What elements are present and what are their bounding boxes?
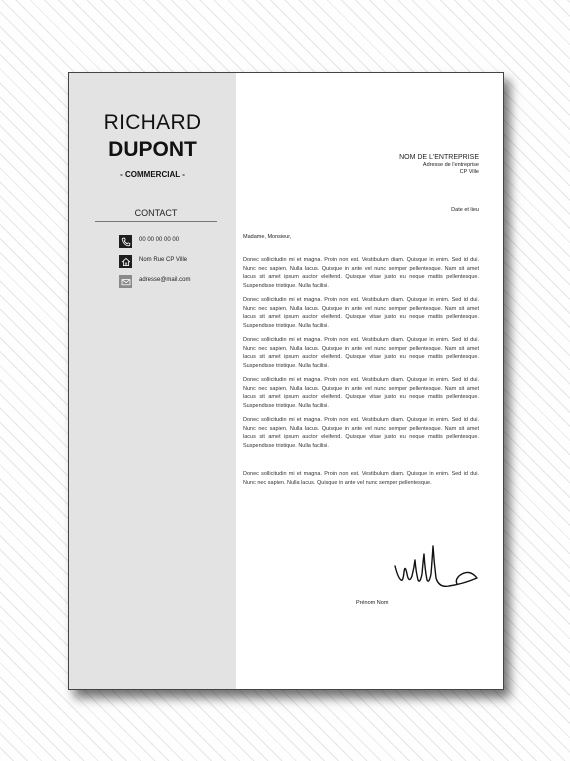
contact-email-text: adresse@mail.com — [139, 277, 191, 283]
signature-name: Prénom Nom — [356, 600, 389, 606]
company-address: Adresse de l'entreprise — [422, 162, 479, 168]
signature-image — [391, 538, 481, 588]
last-name: DUPONT — [108, 138, 197, 161]
mail-icon — [119, 275, 132, 288]
letter-paragraph: Donec sollicitudin mi et magna. Proin non est. Vestibulum diam. Quisque in enim. Sed id dui. Nunc nec sapien. Nulla lacus. Quisque in ante vel nunc semper pellentesque. Nam sit amet lacus sit amet ipsum auctor eleifend. Quisque vitae justo eu neque mattis pellentesque. Suspendisse tristique. Nulla facilisi. — [243, 417, 479, 449]
phone-icon — [119, 235, 132, 248]
first-name: RICHARD — [103, 111, 202, 134]
company-name: NOM DE L'ENTREPRISE — [399, 154, 479, 161]
letter-paragraph: Donec sollicitudin mi et magna. Proin non est. Vestibulum diam. Quisque in enim. Sed id dui. Nunc nec sapien. Nulla lacus. Quisque in ante vel nunc semper pellentesque. — [243, 471, 479, 486]
letter-paragraph: Donec sollicitudin mi et magna. Proin non est. Vestibulum diam. Quisque in enim. Sed id dui. Nunc nec sapien. Nulla lacus. Quisque in ante vel nunc semper pellentesque. Nam sit amet lacus sit amet ipsum auctor eleifend. Quisque vitae justo eu neque mattis pellentesque. Suspendisse tristique. Nulla facilisi. — [243, 257, 479, 289]
letter-paragraph: Donec sollicitudin mi et magna. Proin non est. Vestibulum diam. Quisque in enim. Sed id dui. Nunc nec sapien. Nulla lacus. Quisque in ante vel nunc semper pellentesque. Nam sit amet lacus sit amet ipsum auctor eleifend. Quisque vitae justo eu neque mattis pellentesque. Suspendisse tristique. Nulla facilisi. — [243, 377, 479, 409]
letter-paragraph: Donec sollicitudin mi et magna. Proin non est. Vestibulum diam. Quisque in enim. Sed id dui. Nunc nec sapien. Nulla lacus. Quisque in ante vel nunc semper pellentesque. Nam sit amet lacus sit amet ipsum auctor eleifend. Quisque vitae justo eu neque mattis pellentesque. Suspendisse tristique. Nulla facilisi. — [243, 297, 479, 329]
letter-date: Date et lieu — [451, 207, 479, 213]
job-title: - COMMERCIAL - — [120, 170, 185, 179]
sidebar — [69, 73, 236, 689]
letter-paragraph: Donec sollicitudin mi et magna. Proin non est. Vestibulum diam. Quisque in enim. Sed id dui. Nunc nec sapien. Nulla lacus. Quisque in ante vel nunc semper pellentesque. Nam sit amet lacus sit amet ipsum auctor eleifend. Quisque vitae justo eu neque mattis pellentesque. Suspendisse tristique. Nulla facilisi. — [243, 337, 479, 369]
contact-address-text: Nom Rue CP Ville — [139, 257, 188, 263]
contact-heading: CONTACT — [95, 208, 217, 222]
company-city: CP Ville — [459, 169, 479, 175]
contact-phone-text: 00 00 00 00 00 — [139, 237, 180, 243]
company-block — [399, 153, 479, 176]
letter-greeting: Madame, Monsieur, — [243, 234, 292, 240]
home-icon — [119, 255, 132, 268]
letter-page — [68, 72, 504, 690]
